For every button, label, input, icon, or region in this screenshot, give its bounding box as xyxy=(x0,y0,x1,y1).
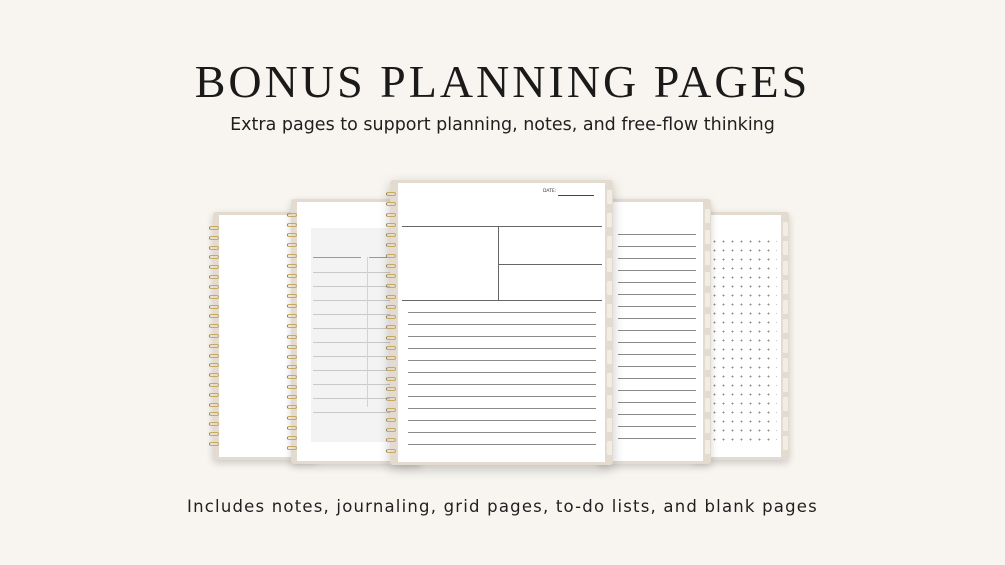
spiral-ring xyxy=(287,405,297,409)
divider-tab xyxy=(783,339,788,353)
spiral-ring xyxy=(209,305,219,309)
divider-tab xyxy=(705,335,710,349)
spiral-ring xyxy=(386,315,396,319)
spiral-ring xyxy=(209,275,219,279)
spiral-ring xyxy=(209,255,219,259)
spiral-ring xyxy=(386,356,396,360)
divider-tab xyxy=(607,418,612,432)
spiral-ring xyxy=(287,254,297,258)
spiral-ring xyxy=(287,365,297,369)
journal-page xyxy=(398,183,605,462)
planner-lined-page xyxy=(598,199,711,464)
spiral-ring xyxy=(287,375,297,379)
spiral-ring xyxy=(386,449,396,453)
spiral-ring xyxy=(386,243,396,247)
spiral-ring xyxy=(386,377,396,381)
divider-tab xyxy=(783,300,788,314)
spiral-ring xyxy=(209,432,219,436)
spiral-ring xyxy=(386,438,396,442)
divider-tab xyxy=(705,398,710,412)
spiral-ring xyxy=(209,324,219,328)
divider-tab xyxy=(783,417,788,431)
divider-tab xyxy=(783,436,788,450)
todo-header-block xyxy=(311,228,395,442)
spiral-ring xyxy=(386,274,396,278)
spiral-ring xyxy=(287,223,297,227)
spiral-ring xyxy=(386,264,396,268)
divider-tab xyxy=(607,327,612,341)
divider-tab xyxy=(783,280,788,294)
spiral-ring xyxy=(287,233,297,237)
spiral-ring xyxy=(386,387,396,391)
divider-tab xyxy=(607,373,612,387)
spiral-ring xyxy=(287,446,297,450)
spiral-ring xyxy=(287,395,297,399)
spiral-ring xyxy=(386,233,396,237)
spiral-ring xyxy=(287,436,297,440)
divider-tab xyxy=(607,236,612,250)
divider-tab xyxy=(607,441,612,455)
spiral-binding xyxy=(287,213,299,450)
spiral-ring xyxy=(209,393,219,397)
spiral-ring xyxy=(287,243,297,247)
spiral-ring xyxy=(209,236,219,240)
spiral-ring xyxy=(209,422,219,426)
spiral-ring xyxy=(287,345,297,349)
dot-grid-page xyxy=(704,215,781,457)
divider-tab xyxy=(607,258,612,272)
spiral-ring xyxy=(287,416,297,420)
divider-tab xyxy=(705,272,710,286)
divider-tab xyxy=(705,377,710,391)
spiral-ring xyxy=(287,294,297,298)
planner-journal-page xyxy=(390,180,613,465)
spiral-ring xyxy=(287,264,297,268)
divider-tabs xyxy=(607,190,612,455)
divider-tab xyxy=(705,440,710,454)
spiral-ring xyxy=(287,284,297,288)
spiral-binding xyxy=(386,192,398,453)
spiral-ring xyxy=(386,325,396,329)
spiral-ring xyxy=(209,363,219,367)
spiral-ring xyxy=(209,285,219,289)
divider-tab xyxy=(783,378,788,392)
spiral-ring xyxy=(209,295,219,299)
spiral-ring xyxy=(209,383,219,387)
footer-caption: Includes notes, journaling, grid pages, to-do lists, and blank pages xyxy=(187,497,818,516)
divider-tab xyxy=(783,261,788,275)
divider-tab xyxy=(783,319,788,333)
divider-tab xyxy=(705,419,710,433)
spiral-ring xyxy=(287,274,297,278)
divider-tab xyxy=(607,213,612,227)
divider-tab xyxy=(783,241,788,255)
page-subtitle: Extra pages to support planning, notes, and free-flow thinking xyxy=(230,115,775,135)
spiral-ring xyxy=(209,412,219,416)
spiral-binding xyxy=(209,226,221,446)
spiral-ring xyxy=(287,426,297,430)
divider-tab xyxy=(607,190,612,204)
spiral-ring xyxy=(386,295,396,299)
divider-tab xyxy=(607,350,612,364)
divider-tabs xyxy=(783,222,788,450)
spiral-ring xyxy=(386,305,396,309)
spiral-ring xyxy=(386,336,396,340)
divider-tab xyxy=(607,395,612,409)
lined-page xyxy=(610,202,703,461)
spiral-ring xyxy=(287,314,297,318)
spiral-ring xyxy=(209,265,219,269)
spiral-ring xyxy=(209,344,219,348)
spiral-ring xyxy=(209,442,219,446)
spiral-ring xyxy=(386,202,396,206)
spiral-ring xyxy=(287,335,297,339)
spiral-ring xyxy=(209,354,219,358)
spiral-ring xyxy=(386,192,396,196)
spiral-ring xyxy=(386,408,396,412)
divider-tab xyxy=(705,230,710,244)
date-label: DATE: xyxy=(543,189,557,194)
dot-grid xyxy=(710,237,777,441)
spiral-ring xyxy=(209,246,219,250)
divider-tab xyxy=(607,304,612,318)
page-title: BONUS PLANNING PAGES xyxy=(194,56,811,107)
spiral-ring xyxy=(209,334,219,338)
spiral-ring xyxy=(386,397,396,401)
divider-tab xyxy=(705,209,710,223)
spiral-ring xyxy=(209,314,219,318)
spiral-ring xyxy=(386,284,396,288)
spiral-ring xyxy=(386,346,396,350)
divider-tab xyxy=(783,397,788,411)
divider-tab xyxy=(783,222,788,236)
spiral-ring xyxy=(287,385,297,389)
spiral-ring xyxy=(386,367,396,371)
divider-tab xyxy=(783,358,788,372)
spiral-ring xyxy=(386,254,396,258)
spiral-ring xyxy=(209,403,219,407)
spiral-ring xyxy=(287,213,297,217)
spiral-ring xyxy=(386,223,396,227)
spiral-ring xyxy=(287,324,297,328)
spiral-ring xyxy=(287,304,297,308)
spiral-ring xyxy=(209,373,219,377)
spiral-ring xyxy=(386,428,396,432)
divider-tab xyxy=(705,356,710,370)
divider-tab xyxy=(705,251,710,265)
spiral-ring xyxy=(386,213,396,217)
divider-tabs xyxy=(705,209,710,454)
divider-tab xyxy=(607,281,612,295)
spiral-ring xyxy=(209,226,219,230)
spiral-ring xyxy=(287,355,297,359)
spiral-ring xyxy=(386,418,396,422)
divider-tab xyxy=(705,314,710,328)
divider-tab xyxy=(705,293,710,307)
